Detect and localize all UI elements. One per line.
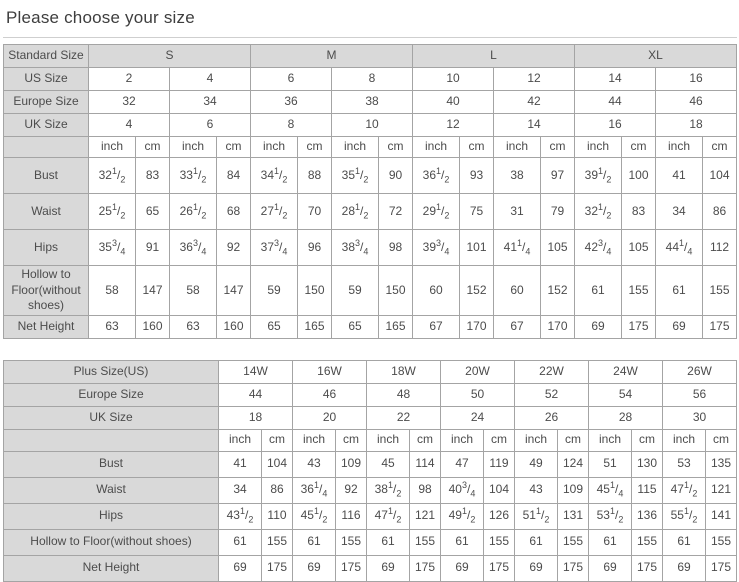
measure-value-cell: $53^1/_2$ <box>589 503 632 529</box>
size-value-cell: 14W <box>219 360 293 383</box>
measure-value-cell: $37^3/_4$ <box>251 230 298 266</box>
unit-cell: inch <box>656 137 703 158</box>
measure-value-cell: 60 <box>413 266 460 316</box>
measure-value-cell: 170 <box>541 315 575 338</box>
measure-value-cell: 101 <box>460 230 494 266</box>
unit-cell: cm <box>703 137 737 158</box>
measure-value-cell: 175 <box>622 315 656 338</box>
measure-value-cell: 152 <box>541 266 575 316</box>
measure-value-cell: $36^1/_2$ <box>413 158 460 194</box>
measure-value-cell: 165 <box>379 315 413 338</box>
measure-value-cell: 65 <box>251 315 298 338</box>
measure-value-cell: 83 <box>622 194 656 230</box>
measure-value-cell: 96 <box>298 230 332 266</box>
size-value-cell: 16W <box>293 360 367 383</box>
measure-value-cell: 75 <box>460 194 494 230</box>
measure-value-cell: 131 <box>558 503 589 529</box>
measure-value-cell: 61 <box>367 529 410 555</box>
measure-value-cell: 53 <box>663 451 706 477</box>
measure-value-cell: 98 <box>379 230 413 266</box>
measure-value-cell: $45^1/_4$ <box>589 477 632 503</box>
measure-value-cell: 160 <box>217 315 251 338</box>
size-value-cell: 12 <box>494 68 575 91</box>
measure-value-cell: 175 <box>632 555 663 581</box>
row-label: Waist <box>4 194 89 230</box>
size-value-cell: 18W <box>367 360 441 383</box>
measure-value-cell: 69 <box>656 315 703 338</box>
unit-cell: cm <box>632 429 663 451</box>
measure-value-cell: 69 <box>293 555 336 581</box>
row-label: Europe Size <box>4 91 89 114</box>
measure-value-cell: 175 <box>336 555 367 581</box>
measure-value-cell: 121 <box>706 477 737 503</box>
measure-value-cell: $26^1/_2$ <box>170 194 217 230</box>
measure-value-cell: 104 <box>262 451 293 477</box>
measure-value-cell: 155 <box>632 529 663 555</box>
row-label: UK Size <box>4 406 219 429</box>
measure-value-cell: 34 <box>219 477 262 503</box>
size-value-cell: 46 <box>656 91 737 114</box>
measure-value-cell: 175 <box>706 555 737 581</box>
unit-cell: inch <box>332 137 379 158</box>
measure-value-cell: $40^3/_4$ <box>441 477 484 503</box>
row-label: Standard Size <box>4 45 89 68</box>
unit-cell: cm <box>484 429 515 451</box>
size-value-cell: 36 <box>251 91 332 114</box>
measure-value-cell: $35^1/_2$ <box>332 158 379 194</box>
size-value-cell: 12 <box>413 114 494 137</box>
measure-value-cell: 98 <box>410 477 441 503</box>
measure-value-cell: 69 <box>219 555 262 581</box>
unit-cell: cm <box>622 137 656 158</box>
measure-value-cell: 104 <box>484 477 515 503</box>
size-value-cell: 8 <box>332 68 413 91</box>
measure-value-cell: 61 <box>656 266 703 316</box>
measure-value-cell: $38^3/_4$ <box>332 230 379 266</box>
measure-value-cell: $32^1/_2$ <box>89 158 136 194</box>
row-label: Bust <box>4 158 89 194</box>
size-value-cell: 44 <box>575 91 656 114</box>
measure-value-cell: $49^1/_2$ <box>441 503 484 529</box>
measure-value-cell: 135 <box>706 451 737 477</box>
measure-value-cell: 65 <box>136 194 170 230</box>
measure-value-cell: 155 <box>484 529 515 555</box>
measure-value-cell: 155 <box>706 529 737 555</box>
measure-value-cell: 69 <box>575 315 622 338</box>
measure-value-cell: 65 <box>332 315 379 338</box>
unit-cell: cm <box>558 429 589 451</box>
measure-value-cell: 58 <box>170 266 217 316</box>
measure-value-cell: 115 <box>632 477 663 503</box>
measure-value-cell: 63 <box>170 315 217 338</box>
row-label: Net Height <box>4 315 89 338</box>
measure-value-cell: 69 <box>663 555 706 581</box>
size-value-cell: 20W <box>441 360 515 383</box>
measure-value-cell: $55^1/_2$ <box>663 503 706 529</box>
size-group-cell: M <box>251 45 413 68</box>
measure-value-cell: 105 <box>622 230 656 266</box>
unit-cell: inch <box>413 137 460 158</box>
standard-size-table <box>3 44 737 339</box>
size-value-cell: 50 <box>441 383 515 406</box>
measure-value-cell: 155 <box>336 529 367 555</box>
measure-value-cell: 61 <box>293 529 336 555</box>
measure-value-cell: $43^1/_2$ <box>219 503 262 529</box>
measure-value-cell: 126 <box>484 503 515 529</box>
measure-value-cell: 58 <box>89 266 136 316</box>
measure-value-cell: 170 <box>460 315 494 338</box>
measure-value-cell: 31 <box>494 194 541 230</box>
measure-value-cell: 136 <box>632 503 663 529</box>
unit-cell: inch <box>293 429 336 451</box>
size-value-cell: 10 <box>332 114 413 137</box>
measure-value-cell: 160 <box>136 315 170 338</box>
unit-row-label <box>4 429 219 451</box>
size-value-cell: 24W <box>589 360 663 383</box>
measure-value-cell: 110 <box>262 503 293 529</box>
unit-cell: cm <box>262 429 293 451</box>
row-label: Hollow to Floor(without shoes) <box>4 529 219 555</box>
size-value-cell: 4 <box>89 114 170 137</box>
measure-value-cell: 69 <box>589 555 632 581</box>
row-label: UK Size <box>4 114 89 137</box>
size-value-cell: 40 <box>413 91 494 114</box>
measure-value-cell: 93 <box>460 158 494 194</box>
unit-cell: inch <box>170 137 217 158</box>
measure-value-cell: $32^1/_2$ <box>575 194 622 230</box>
size-value-cell: 16 <box>656 68 737 91</box>
size-value-cell: 18 <box>656 114 737 137</box>
measure-value-cell: 112 <box>703 230 737 266</box>
measure-value-cell: $39^3/_4$ <box>413 230 460 266</box>
page-title: Please choose your size <box>6 8 195 27</box>
measure-value-cell: 67 <box>413 315 460 338</box>
measure-value-cell: 92 <box>217 230 251 266</box>
measure-value-cell: 105 <box>541 230 575 266</box>
unit-cell: cm <box>298 137 332 158</box>
unit-cell: cm <box>136 137 170 158</box>
measure-value-cell: 41 <box>656 158 703 194</box>
unit-cell: cm <box>460 137 494 158</box>
size-value-cell: 16 <box>575 114 656 137</box>
measure-value-cell: 121 <box>410 503 441 529</box>
measure-value-cell: 130 <box>632 451 663 477</box>
measure-value-cell: 61 <box>575 266 622 316</box>
row-label: Waist <box>4 477 219 503</box>
size-value-cell: 6 <box>170 114 251 137</box>
row-label: Hips <box>4 503 219 529</box>
measure-value-cell: $47^1/_2$ <box>663 477 706 503</box>
measure-value-cell: $25^1/_2$ <box>89 194 136 230</box>
measure-value-cell: 141 <box>706 503 737 529</box>
measure-value-cell: 34 <box>656 194 703 230</box>
unit-cell: inch <box>89 137 136 158</box>
measure-value-cell: 109 <box>558 477 589 503</box>
size-value-cell: 22W <box>515 360 589 383</box>
measure-value-cell: $45^1/_2$ <box>293 503 336 529</box>
unit-cell: cm <box>706 429 737 451</box>
unit-cell: inch <box>663 429 706 451</box>
measure-value-cell: 155 <box>622 266 656 316</box>
measure-value-cell: 175 <box>703 315 737 338</box>
row-label: Hips <box>4 230 89 266</box>
measure-value-cell: 114 <box>410 451 441 477</box>
measure-value-cell: 59 <box>332 266 379 316</box>
measure-value-cell: 109 <box>336 451 367 477</box>
measure-value-cell: 116 <box>336 503 367 529</box>
size-value-cell: 18 <box>219 406 293 429</box>
measure-value-cell: 84 <box>217 158 251 194</box>
measure-value-cell: $36^1/_4$ <box>293 477 336 503</box>
unit-cell: cm <box>379 137 413 158</box>
measure-value-cell: 175 <box>262 555 293 581</box>
size-value-cell: 48 <box>367 383 441 406</box>
unit-row-label <box>4 137 89 158</box>
unit-cell: inch <box>575 137 622 158</box>
size-value-cell: 2 <box>89 68 170 91</box>
measure-value-cell: 155 <box>262 529 293 555</box>
measure-value-cell: 90 <box>379 158 413 194</box>
measure-value-cell: 86 <box>703 194 737 230</box>
unit-cell: inch <box>494 137 541 158</box>
size-value-cell: 56 <box>663 383 737 406</box>
measure-value-cell: 175 <box>558 555 589 581</box>
size-value-cell: 4 <box>170 68 251 91</box>
measure-value-cell: 97 <box>541 158 575 194</box>
unit-cell: cm <box>541 137 575 158</box>
measure-value-cell: $27^1/_2$ <box>251 194 298 230</box>
size-group-cell: L <box>413 45 575 68</box>
size-value-cell: 42 <box>494 91 575 114</box>
measure-value-cell: 61 <box>441 529 484 555</box>
measure-value-cell: 69 <box>515 555 558 581</box>
measure-value-cell: 150 <box>379 266 413 316</box>
measure-value-cell: $51^1/_2$ <box>515 503 558 529</box>
size-value-cell: 22 <box>367 406 441 429</box>
title-divider <box>3 37 737 38</box>
measure-value-cell: 147 <box>217 266 251 316</box>
measure-value-cell: 88 <box>298 158 332 194</box>
measure-value-cell: $28^1/_2$ <box>332 194 379 230</box>
measure-value-cell: 72 <box>379 194 413 230</box>
size-value-cell: 6 <box>251 68 332 91</box>
measure-value-cell: 67 <box>494 315 541 338</box>
size-group-cell: XL <box>575 45 737 68</box>
size-value-cell: 38 <box>332 91 413 114</box>
measure-value-cell: 60 <box>494 266 541 316</box>
measure-value-cell: $39^1/_2$ <box>575 158 622 194</box>
size-value-cell: 54 <box>589 383 663 406</box>
row-label: Bust <box>4 451 219 477</box>
size-value-cell: 14 <box>575 68 656 91</box>
unit-cell: inch <box>589 429 632 451</box>
measure-value-cell: 68 <box>217 194 251 230</box>
measure-value-cell: $38^1/_2$ <box>367 477 410 503</box>
measure-value-cell: 43 <box>515 477 558 503</box>
measure-value-cell: 175 <box>410 555 441 581</box>
size-value-cell: 32 <box>89 91 170 114</box>
measure-value-cell: 61 <box>663 529 706 555</box>
unit-cell: inch <box>367 429 410 451</box>
measure-value-cell: 49 <box>515 451 558 477</box>
size-value-cell: 26 <box>515 406 589 429</box>
measure-value-cell: 41 <box>219 451 262 477</box>
plus-size-table <box>3 360 737 582</box>
size-value-cell: 30 <box>663 406 737 429</box>
measure-value-cell: $33^1/_2$ <box>170 158 217 194</box>
measure-value-cell: 59 <box>251 266 298 316</box>
measure-value-cell: 91 <box>136 230 170 266</box>
measure-value-cell: 100 <box>622 158 656 194</box>
measure-value-cell: 150 <box>298 266 332 316</box>
size-value-cell: 10 <box>413 68 494 91</box>
measure-value-cell: 124 <box>558 451 589 477</box>
measure-value-cell: 70 <box>298 194 332 230</box>
measure-value-cell: 79 <box>541 194 575 230</box>
size-value-cell: 44 <box>219 383 293 406</box>
size-group-cell: S <box>89 45 251 68</box>
measure-value-cell: 92 <box>336 477 367 503</box>
measure-value-cell: 45 <box>367 451 410 477</box>
row-label: Europe Size <box>4 383 219 406</box>
measure-value-cell: $35^3/_4$ <box>89 230 136 266</box>
measure-value-cell: 165 <box>298 315 332 338</box>
measure-value-cell: 175 <box>484 555 515 581</box>
measure-value-cell: 155 <box>410 529 441 555</box>
unit-cell: inch <box>251 137 298 158</box>
measure-value-cell: 61 <box>589 529 632 555</box>
measure-value-cell: $44^1/_4$ <box>656 230 703 266</box>
unit-cell: inch <box>515 429 558 451</box>
unit-cell: cm <box>336 429 367 451</box>
row-label: US Size <box>4 68 89 91</box>
measure-value-cell: 155 <box>558 529 589 555</box>
measure-value-cell: 119 <box>484 451 515 477</box>
row-label: Net Height <box>4 555 219 581</box>
measure-value-cell: 69 <box>367 555 410 581</box>
size-value-cell: 28 <box>589 406 663 429</box>
row-label: Hollow to Floor(without shoes) <box>4 266 89 316</box>
measure-value-cell: $29^1/_2$ <box>413 194 460 230</box>
measure-value-cell: $47^1/_2$ <box>367 503 410 529</box>
measure-value-cell: 69 <box>441 555 484 581</box>
unit-cell: cm <box>410 429 441 451</box>
measure-value-cell: 47 <box>441 451 484 477</box>
measure-value-cell: 38 <box>494 158 541 194</box>
unit-cell: cm <box>217 137 251 158</box>
measure-value-cell: 152 <box>460 266 494 316</box>
measure-value-cell: 155 <box>703 266 737 316</box>
row-label: Plus Size(US) <box>4 360 219 383</box>
measure-value-cell: 63 <box>89 315 136 338</box>
measure-value-cell: 51 <box>589 451 632 477</box>
size-value-cell: 24 <box>441 406 515 429</box>
measure-value-cell: 43 <box>293 451 336 477</box>
unit-cell: inch <box>441 429 484 451</box>
measure-value-cell: $41^1/_4$ <box>494 230 541 266</box>
size-value-cell: 46 <box>293 383 367 406</box>
size-value-cell: 52 <box>515 383 589 406</box>
measure-value-cell: $34^1/_2$ <box>251 158 298 194</box>
measure-value-cell: $36^3/_4$ <box>170 230 217 266</box>
measure-value-cell: 83 <box>136 158 170 194</box>
measure-value-cell: 147 <box>136 266 170 316</box>
unit-cell: inch <box>219 429 262 451</box>
measure-value-cell: $42^3/_4$ <box>575 230 622 266</box>
measure-value-cell: 104 <box>703 158 737 194</box>
measure-value-cell: 86 <box>262 477 293 503</box>
size-value-cell: 34 <box>170 91 251 114</box>
measure-value-cell: 61 <box>515 529 558 555</box>
size-value-cell: 8 <box>251 114 332 137</box>
size-value-cell: 26W <box>663 360 737 383</box>
measure-value-cell: 61 <box>219 529 262 555</box>
size-value-cell: 20 <box>293 406 367 429</box>
size-value-cell: 14 <box>494 114 575 137</box>
